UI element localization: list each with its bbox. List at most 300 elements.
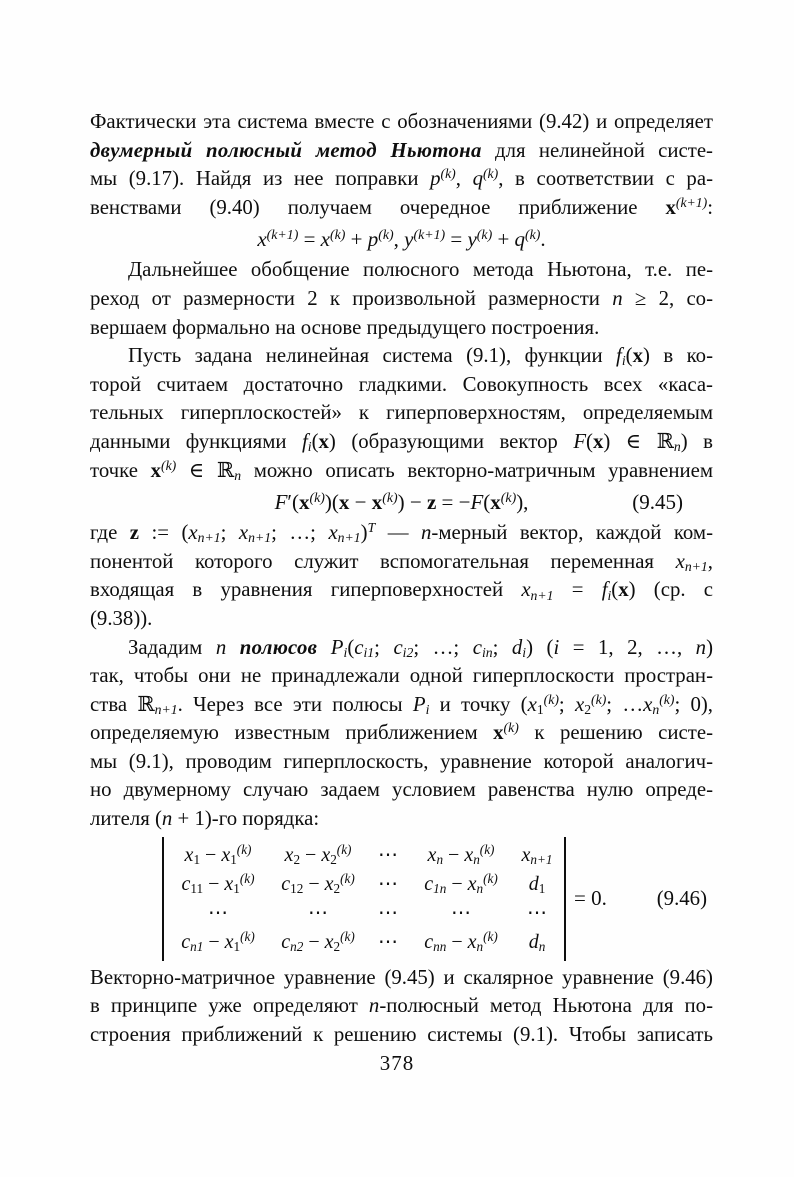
text-segment: y (467, 227, 477, 252)
text-segment: x (493, 721, 504, 745)
matrix-cell (168, 899, 268, 928)
text-segment: n (421, 521, 432, 545)
text-line (90, 776, 713, 805)
text-segment: n (368, 994, 380, 1018)
text-segment: в принципе уже определяют (90, 994, 369, 1018)
matrix-cell (368, 899, 408, 928)
text-segment: c (354, 635, 364, 659)
matrix-cell (408, 899, 514, 928)
text-segment: x (328, 521, 338, 545)
text-segment (317, 636, 331, 659)
text-line (90, 1021, 713, 1050)
text-segment: (k+1) (266, 227, 299, 243)
text-segment: = (553, 578, 602, 602)
text-segment: ) − (397, 490, 427, 515)
matrix-cell (268, 899, 368, 928)
text-segment: − (349, 490, 372, 515)
text-segment: для нелинейной систе- (481, 138, 713, 162)
text-segment: x (618, 578, 629, 602)
text-line (90, 194, 713, 223)
text-segment: ⋯ (451, 901, 471, 924)
text-line (90, 314, 713, 343)
text-segment: P (412, 692, 426, 716)
text-segment: тельных гиперплоскостей» к гиперповерхностям, определяемым (90, 401, 713, 425)
text-segment: 2 (333, 880, 341, 896)
text-segment: 1 (536, 701, 544, 717)
text-segment: x (427, 843, 437, 866)
text-segment: ; (492, 635, 512, 659)
text-segment: определяемую известным приближением (90, 721, 494, 745)
text-segment: (k) (378, 227, 394, 243)
text-segment: n (673, 439, 681, 455)
text-segment: n (436, 851, 444, 867)
text-line (90, 165, 713, 194)
text-segment: ⋯ (378, 901, 398, 924)
text-segment: x (632, 344, 643, 368)
text-segment: x (221, 843, 231, 866)
text-segment: c (281, 872, 291, 895)
text-segment: n+1 (248, 530, 272, 546)
text-segment: i (553, 635, 560, 659)
text-segment: ; …; (271, 521, 329, 545)
text-segment: x (324, 872, 334, 895)
text-segment: ⋯ (378, 930, 398, 953)
text-segment: c (393, 635, 403, 659)
matrix-cell (268, 928, 368, 957)
text-segment: x (188, 521, 198, 545)
text-segment: z (129, 521, 140, 545)
text-segment: n (538, 938, 546, 954)
text-segment: ) в (680, 429, 713, 453)
text-segment: x (321, 843, 331, 866)
text-segment: (k) (479, 842, 495, 858)
text-segment: (k) (482, 166, 499, 182)
text-line (90, 137, 713, 166)
text-segment: n (476, 938, 484, 954)
text-segment: ( (611, 578, 619, 602)
text-line (90, 399, 713, 428)
text-segment: + (345, 227, 368, 252)
text-segment: 2 (333, 938, 341, 954)
text-segment: ( (625, 344, 633, 368)
text-segment: + 1)-го порядка: (172, 807, 320, 831)
text-segment: f (616, 344, 622, 368)
text-segment: , (455, 167, 473, 191)
text-segment: x (238, 521, 249, 545)
text-segment: x (257, 227, 267, 252)
text-segment: ( (483, 490, 491, 515)
text-segment: ; (558, 692, 575, 716)
text-segment: c (181, 930, 191, 953)
text-line (90, 428, 713, 457)
text-segment: 12 (290, 880, 304, 896)
matrix-cell (268, 841, 368, 870)
text-segment: )( (324, 490, 339, 515)
text-segment: x (675, 549, 685, 573)
text-segment: (k) (340, 929, 355, 945)
text-segment: − (200, 843, 222, 866)
text-segment: P (330, 635, 344, 659)
text-segment: = 1, 2, …, (559, 635, 696, 659)
paragraph-poles (90, 634, 713, 834)
text-segment: − (203, 872, 225, 895)
text-segment: и точку ( (429, 692, 528, 716)
text-segment: := ( (139, 521, 189, 545)
text-segment: x (371, 490, 383, 515)
text-line (90, 719, 713, 748)
text-segment: = (445, 227, 468, 252)
text-segment: торой считаем достаточно гладкими. Совокупность всех «каса- (90, 372, 713, 396)
text-segment: n (473, 851, 480, 867)
text-segment: (k) (240, 929, 255, 945)
matrix-cell (408, 870, 514, 899)
text-segment: 1 (233, 938, 241, 954)
text-segment: n+1 (530, 587, 554, 603)
matrix-cell (368, 841, 408, 870)
text-segment: (k) (330, 227, 346, 243)
text-segment: f (601, 578, 608, 602)
text-segment (226, 636, 240, 659)
text-segment: x (298, 490, 310, 515)
text-segment: F (274, 490, 288, 515)
text-segment: (k+1) (413, 227, 446, 243)
text-segment: строения приближений к решению системы (9.1). Чтобы записать (90, 1022, 713, 1046)
text-segment: n (215, 635, 227, 659)
text-segment: − (446, 872, 468, 895)
text-segment: n (476, 880, 484, 896)
text-segment: ⋯ (378, 872, 398, 895)
matrix-cell (368, 870, 408, 899)
text-segment: n+1 (197, 530, 221, 546)
text-segment: (k+1) (675, 194, 708, 210)
text-segment: к решению систе- (518, 721, 713, 745)
text-segment: 1 (230, 851, 237, 867)
text-segment: ( (586, 429, 593, 453)
text-segment: i (343, 644, 348, 660)
text-segment: -мерный вектор, каждой ком- (431, 521, 713, 545)
text-segment: d (528, 930, 539, 953)
text-segment: входящая в уравнения гиперповерхностей (90, 578, 522, 602)
text-segment: p (430, 167, 441, 191)
text-segment: (k) (476, 227, 493, 243)
matrix-cell (268, 870, 368, 899)
text-segment: (k) (239, 871, 255, 887)
text-segment: c (472, 635, 482, 659)
text-segment: n1 (190, 938, 204, 954)
text-line (90, 108, 713, 137)
text-segment: x (150, 458, 162, 482)
text-segment: x (574, 692, 585, 716)
text-segment: ; …; (413, 635, 473, 659)
text-line (90, 548, 713, 577)
determinant-equals-zero (574, 886, 607, 911)
text-segment: n (234, 467, 242, 483)
text-segment: x (592, 429, 604, 453)
text-segment: где (90, 521, 130, 545)
text-segment: Фактически эта система вместе с обозначениями (9.42) и определяет (90, 110, 713, 133)
text-segment: ) (ср. с (628, 578, 713, 602)
text-line (90, 605, 713, 634)
text-segment: точке (90, 458, 151, 482)
text-segment: Зададим (128, 635, 216, 659)
text-line (90, 256, 713, 285)
text-line (90, 805, 713, 834)
matrix-cell (514, 841, 560, 870)
text-segment: 1 (538, 880, 546, 896)
text-segment: ≥ 2, со- (622, 286, 713, 310)
text-segment: d (511, 635, 523, 659)
text-segment: z (426, 490, 437, 515)
text-segment: — (375, 521, 421, 545)
text-segment: 1 (193, 851, 201, 867)
text-segment: венствами (9.40) получаем очередное приближение (90, 195, 666, 219)
text-line (90, 519, 713, 548)
text-segment: x (224, 872, 234, 895)
text-line (90, 634, 713, 663)
matrix-cell (514, 928, 560, 957)
text-segment: − (443, 843, 465, 866)
text-segment: 1 (233, 880, 240, 896)
text-segment: ⋯ (378, 843, 398, 866)
text-segment: ; (374, 635, 394, 659)
text-segment: = (298, 227, 321, 252)
text-segment: x (320, 227, 330, 252)
text-segment: ) ∈ ℝ (603, 429, 674, 453)
text-segment: (k) (236, 842, 252, 858)
text-segment: = 0. (574, 886, 607, 911)
text-line (90, 964, 713, 993)
text-line (90, 662, 713, 691)
text-segment: мы (9.1), проводим гиперплоскость, уравнение которой аналогич- (90, 749, 713, 773)
text-segment: i (607, 587, 612, 603)
text-segment: (k) (543, 691, 559, 707)
text-segment: мы (9.17). Найдя из нее поправки (90, 167, 431, 191)
text-segment: (k) (503, 720, 519, 736)
formula-iteration (90, 224, 713, 254)
text-segment: реход от размерности 2 к произвольной размерности (90, 286, 613, 310)
text-segment: но двумерному случаю задаем условием равенства нулю опреде- (90, 778, 713, 802)
text-segment: ( (311, 429, 319, 453)
text-segment: i2 (402, 644, 414, 660)
text-segment: n (652, 701, 660, 717)
text-segment: (k) (161, 457, 177, 473)
formula-945 (90, 487, 713, 517)
text-segment: (k) (440, 166, 456, 182)
text-segment: n2 (290, 938, 304, 954)
text-segment: f (301, 429, 308, 453)
text-line (90, 992, 713, 1021)
text-segment: F (573, 429, 587, 453)
text-segment: 1n (433, 880, 447, 896)
determinant-matrix (162, 837, 566, 961)
text-segment: − (303, 930, 325, 953)
text-segment: 11 (190, 880, 204, 896)
text-line (90, 457, 713, 486)
text-segment: ⋯ (527, 901, 547, 924)
text-segment: x (490, 490, 501, 515)
text-segment: i1 (363, 644, 375, 660)
text-segment: ⋯ (208, 901, 228, 924)
text-segment: − (446, 930, 468, 953)
text-segment: Векторно-матричное уравнение (9.45) и скалярное уравнение (9.46) (90, 965, 713, 989)
text-segment: (k) (525, 227, 541, 243)
text-segment: ( (347, 635, 355, 659)
text-segment: (k) (309, 490, 325, 506)
text-segment: (k) (500, 490, 517, 506)
text-segment: ⋯ (308, 901, 328, 924)
text-segment: данными функциями (90, 429, 302, 453)
text-segment: = − (436, 490, 471, 515)
text-segment: − (203, 930, 225, 953)
matrix-cell (514, 899, 560, 928)
text-segment: (k) (340, 871, 355, 887)
text-segment: d (528, 872, 539, 895)
text-segment: ) (образующими вектор (328, 429, 574, 453)
text-segment: i (307, 439, 312, 455)
text-segment: x (643, 692, 653, 716)
text-segment: c (281, 930, 291, 953)
text-segment: (9.38)). (90, 606, 153, 630)
text-segment: ) (360, 521, 368, 545)
text-segment: Дальнейшее обобщение полюсного метода Ньютона, т.е. пе- (128, 258, 713, 282)
text-segment: 2 (293, 851, 301, 867)
matrix-cell (168, 928, 268, 957)
paragraph-generalization (90, 256, 713, 342)
text-segment: (k) (591, 691, 607, 707)
text-segment: + (492, 227, 515, 252)
text-line (90, 748, 713, 777)
text-segment: . Через все эти полюсы (177, 692, 413, 716)
text-segment: T (367, 520, 376, 536)
text-segment: c (424, 930, 434, 953)
text-segment: можно описать векторно-матричным уравнением (241, 458, 714, 482)
text-segment: x (527, 692, 537, 716)
text-segment: x (464, 843, 474, 866)
text-segment: (k) (382, 490, 398, 506)
determinant-946 (90, 836, 713, 962)
page-number: 378 (379, 1051, 415, 1075)
text-segment: , (393, 227, 405, 252)
text-segment: x (324, 930, 334, 953)
text-segment: ства ℝ (90, 692, 155, 716)
text-segment: двумерный полюсный метод Ньютона (90, 138, 482, 162)
equation-number-945: (9.45) (632, 490, 683, 515)
text-segment: так, чтобы они не принадлежали одной гиперплоскости простран- (90, 664, 713, 688)
text-segment: c (181, 872, 191, 895)
text-segment: n (161, 807, 173, 831)
text-segment: ; … (606, 692, 644, 716)
text-line (90, 691, 713, 720)
text-segment: n+1 (684, 559, 708, 574)
text-segment: x (467, 930, 477, 953)
text-segment: x (467, 872, 477, 895)
matrix-cell (168, 870, 268, 899)
text-segment: 2 (330, 851, 337, 867)
text-line (90, 371, 713, 400)
text-segment: i (425, 701, 430, 717)
text-segment: , в соответствии с ра- (498, 167, 713, 191)
matrix-cell (514, 870, 560, 899)
text-segment: in (481, 644, 493, 660)
paragraph-intro (90, 108, 713, 222)
text-segment: n (612, 286, 623, 310)
text-segment: Пусть задана нелинейная система (9.1), функции (128, 344, 617, 368)
text-segment: i (621, 353, 626, 369)
text-segment: ∈ ℝ (176, 458, 235, 482)
matrix-cell (408, 928, 514, 957)
text-segment: − (303, 872, 325, 895)
formula-945-body (275, 490, 529, 514)
text-segment: ′ (287, 490, 292, 515)
text-segment: ), (516, 490, 529, 515)
text-segment: n+1 (154, 701, 178, 717)
text-segment: x (318, 429, 329, 453)
text-segment: p (367, 227, 379, 252)
text-segment: nn (433, 938, 447, 954)
text-segment: x (224, 930, 234, 953)
text-segment: y (404, 227, 414, 252)
paragraph-hyperplanes (90, 342, 713, 485)
text-segment: n+1 (530, 851, 553, 867)
text-segment: q (472, 167, 483, 191)
matrix-cell (168, 841, 268, 870)
text-segment: вершаем формально на основе предыдущего построения. (90, 315, 600, 339)
text-segment: : (707, 195, 713, 219)
text-block (90, 108, 713, 1049)
text-segment: ) в ко- (642, 344, 713, 368)
text-segment: ( (291, 490, 299, 515)
text-segment: ) (706, 635, 713, 659)
text-segment: (k) (483, 929, 498, 945)
text-segment: полюсов (239, 635, 318, 659)
text-line (90, 576, 713, 605)
equation-number-946: (9.46) (656, 886, 707, 910)
text-segment: x (284, 843, 294, 866)
text-segment: , (707, 549, 713, 573)
text-segment: x (521, 578, 531, 602)
text-segment: x (665, 195, 676, 219)
text-segment: x (521, 843, 531, 866)
text-segment: ; (220, 521, 239, 545)
text-segment: n+1 (337, 530, 361, 546)
text-segment: понентой которого служит вспомогательная переменная (90, 549, 676, 573)
text-line (90, 342, 713, 371)
text-segment: x (338, 490, 350, 515)
text-segment: q (514, 227, 526, 252)
text-segment: . (540, 227, 546, 252)
matrix-cell (368, 928, 408, 957)
text-segment: 2 (584, 701, 592, 717)
text-segment: ) ( (526, 635, 554, 659)
text-segment: лителя ( (90, 807, 162, 831)
text-segment: (k) (659, 691, 675, 707)
text-segment: F (470, 490, 484, 515)
text-line (90, 285, 713, 314)
text-segment: i (522, 644, 527, 660)
text-segment: c (424, 872, 434, 895)
matrix-cell (408, 841, 514, 870)
text-segment: ; 0), (674, 692, 714, 716)
paragraph-conclusion (90, 964, 713, 1050)
text-segment: (k) (336, 842, 352, 858)
formula-iteration-body (257, 227, 545, 251)
text-segment: -полюсный метод Ньютона для по- (379, 994, 713, 1018)
text-segment: − (300, 843, 322, 866)
text-segment: n (695, 635, 707, 659)
text-segment: (k) (483, 871, 498, 887)
text-segment: x (184, 843, 194, 866)
paragraph-vector-z (90, 519, 713, 633)
